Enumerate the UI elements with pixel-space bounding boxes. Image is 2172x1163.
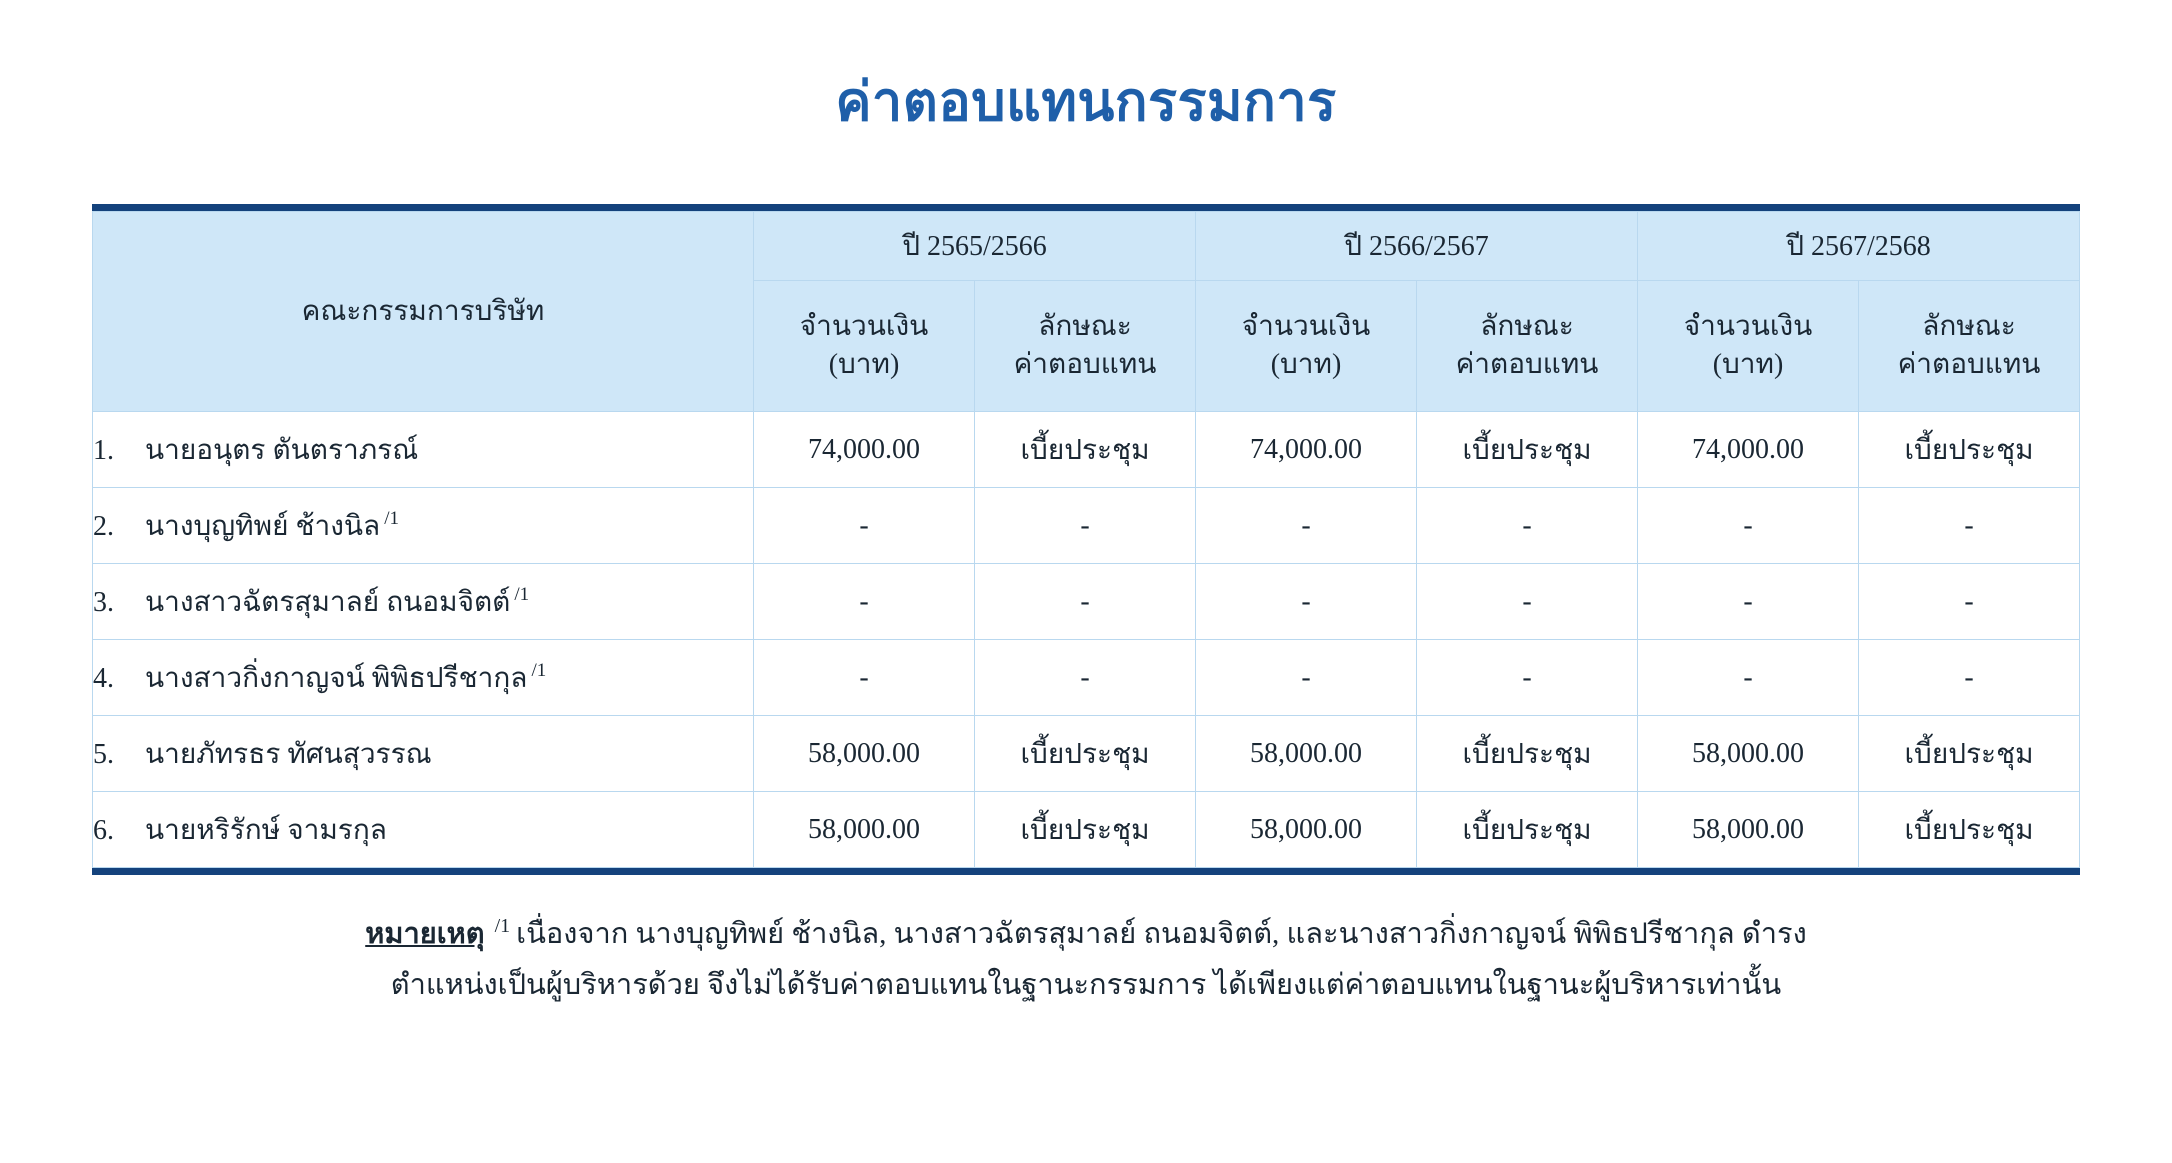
type-year-2: -	[1417, 564, 1638, 640]
type-year-3: -	[1859, 640, 2080, 716]
amount-year-3: -	[1638, 488, 1859, 564]
type-year-3: -	[1859, 564, 2080, 640]
amount-year-3: -	[1638, 564, 1859, 640]
amount-label-line1: จำนวนเงิน	[1241, 311, 1371, 343]
amount-year-1: 74,000.00	[754, 412, 975, 488]
amount-year-2: -	[1196, 640, 1417, 716]
amount-label-line2: (บาท)	[828, 349, 900, 380]
table-body	[93, 412, 2080, 868]
table-bottom-rule	[92, 868, 2080, 875]
row-index: 5.	[93, 738, 114, 770]
director-name: นายอนุตร ตันตราภรณ์	[145, 434, 419, 466]
document-page	[0, 58, 2172, 1163]
table-row	[93, 488, 2080, 564]
type-year-3: เบี้ยประชุม	[1859, 412, 2080, 488]
column-header-board: คณะกรรมการบริษัท	[93, 212, 754, 412]
amount-label-line2: (บาท)	[1270, 349, 1342, 380]
type-label-line2: ค่าตอบแทน	[1013, 349, 1157, 380]
row-index: 3.	[93, 586, 114, 618]
amount-year-2: -	[1196, 564, 1417, 640]
director-name-cell	[93, 792, 754, 868]
table-header	[93, 212, 2080, 412]
type-label-line2: ค่าตอบแทน	[1897, 349, 2041, 380]
column-header-year-2: ปี 2566/2567	[1196, 212, 1638, 281]
type-year-1: เบี้ยประชุม	[975, 716, 1196, 792]
director-name: นางบุญทิพย์ ช้างนิล	[145, 510, 381, 542]
director-name-cell	[93, 488, 754, 564]
column-header-type-3	[1859, 281, 2080, 412]
column-header-amount-2	[1196, 281, 1417, 412]
column-header-type-1	[975, 281, 1196, 412]
footnote-marker: /1	[514, 584, 530, 606]
footnote-mark: /1	[494, 915, 511, 938]
amount-label-line1: จำนวนเงิน	[1683, 311, 1813, 343]
director-name: นายหริรักษ์ จามรกุล	[145, 814, 387, 846]
director-name-cell	[93, 564, 754, 640]
amount-year-3: -	[1638, 640, 1859, 716]
director-name-cell	[93, 412, 754, 488]
table-row	[93, 564, 2080, 640]
type-label-line1: ลักษณะ	[1480, 311, 1574, 343]
amount-year-3: 58,000.00	[1638, 792, 1859, 868]
amount-year-1: 58,000.00	[754, 792, 975, 868]
table-row	[93, 412, 2080, 488]
footnote-marker: /1	[531, 660, 547, 682]
row-index: 1.	[93, 434, 114, 466]
type-label-line1: ลักษณะ	[1922, 311, 2016, 343]
column-header-amount-3	[1638, 281, 1859, 412]
type-label-line1: ลักษณะ	[1038, 311, 1132, 343]
type-label-line2: ค่าตอบแทน	[1455, 349, 1599, 380]
footnote-label: หมายเหตุ	[365, 918, 485, 950]
table-top-rule	[92, 204, 2080, 211]
amount-year-3: 58,000.00	[1638, 716, 1859, 792]
director-name: นายภัทรธร ทัศนสุวรรณ	[145, 738, 432, 770]
column-header-amount-1	[754, 281, 975, 412]
director-name-cell	[93, 716, 754, 792]
type-year-1: -	[975, 488, 1196, 564]
type-year-3: -	[1859, 488, 2080, 564]
director-compensation-table	[92, 211, 2080, 868]
table-header-row-years	[93, 212, 2080, 281]
column-header-type-2	[1417, 281, 1638, 412]
amount-year-1: -	[754, 564, 975, 640]
amount-year-2: -	[1196, 488, 1417, 564]
amount-label-line1: จำนวนเงิน	[799, 311, 929, 343]
director-name: นางสาวฉัตรสุมาลย์ ถนอมจิตต์	[145, 586, 511, 618]
type-year-2: เบี้ยประชุม	[1417, 716, 1638, 792]
table-row	[93, 716, 2080, 792]
compensation-table-container	[92, 204, 2080, 875]
type-year-1: -	[975, 564, 1196, 640]
amount-year-2: 58,000.00	[1196, 716, 1417, 792]
type-year-2: -	[1417, 488, 1638, 564]
amount-year-3: 74,000.00	[1638, 412, 1859, 488]
table-row	[93, 640, 2080, 716]
row-index: 6.	[93, 814, 114, 846]
type-year-2: เบี้ยประชุม	[1417, 412, 1638, 488]
column-header-year-1: ปี 2565/2566	[754, 212, 1196, 281]
type-year-1: เบี้ยประชุม	[975, 792, 1196, 868]
column-header-year-3: ปี 2567/2568	[1638, 212, 2080, 281]
footnote-line-2: ตำแหน่งเป็นผู้บริหารด้วย จึงไม่ได้รับค่าตอบแทนในฐานะกรรมการ ได้เพียงแต่ค่าตอบแทนในฐานะผู้บริหารเท่านั้น	[390, 968, 1782, 1001]
director-name-cell	[93, 640, 754, 716]
type-year-1: เบี้ยประชุม	[975, 412, 1196, 488]
amount-year-1: -	[754, 640, 975, 716]
type-year-1: -	[975, 640, 1196, 716]
type-year-3: เบี้ยประชุม	[1859, 792, 2080, 868]
director-name: นางสาวกิ่งกาญจน์ พิพิธปรีชากุล	[145, 662, 528, 694]
footnote-line-1: เนื่องจาก นางบุญทิพย์ ช้างนิล, นางสาวฉัตรสุมาลย์ ถนอมจิตต์, และนางสาวกิ่งกาญจน์ พิพิธปรีชากุล ดำรง	[516, 918, 1807, 950]
amount-year-2: 58,000.00	[1196, 792, 1417, 868]
table-footnote	[92, 909, 2080, 1011]
amount-year-2: 74,000.00	[1196, 412, 1417, 488]
amount-label-line2: (บาท)	[1712, 349, 1784, 380]
type-year-2: -	[1417, 640, 1638, 716]
page-title: ค่าตอบแทนกรรมการ	[835, 72, 1337, 132]
amount-year-1: 58,000.00	[754, 716, 975, 792]
type-year-2: เบี้ยประชุม	[1417, 792, 1638, 868]
row-index: 2.	[93, 510, 114, 542]
footnote-marker: /1	[384, 508, 399, 530]
amount-year-1: -	[754, 488, 975, 564]
table-row	[93, 792, 2080, 868]
row-index: 4.	[93, 662, 114, 694]
type-year-3: เบี้ยประชุม	[1859, 716, 2080, 792]
